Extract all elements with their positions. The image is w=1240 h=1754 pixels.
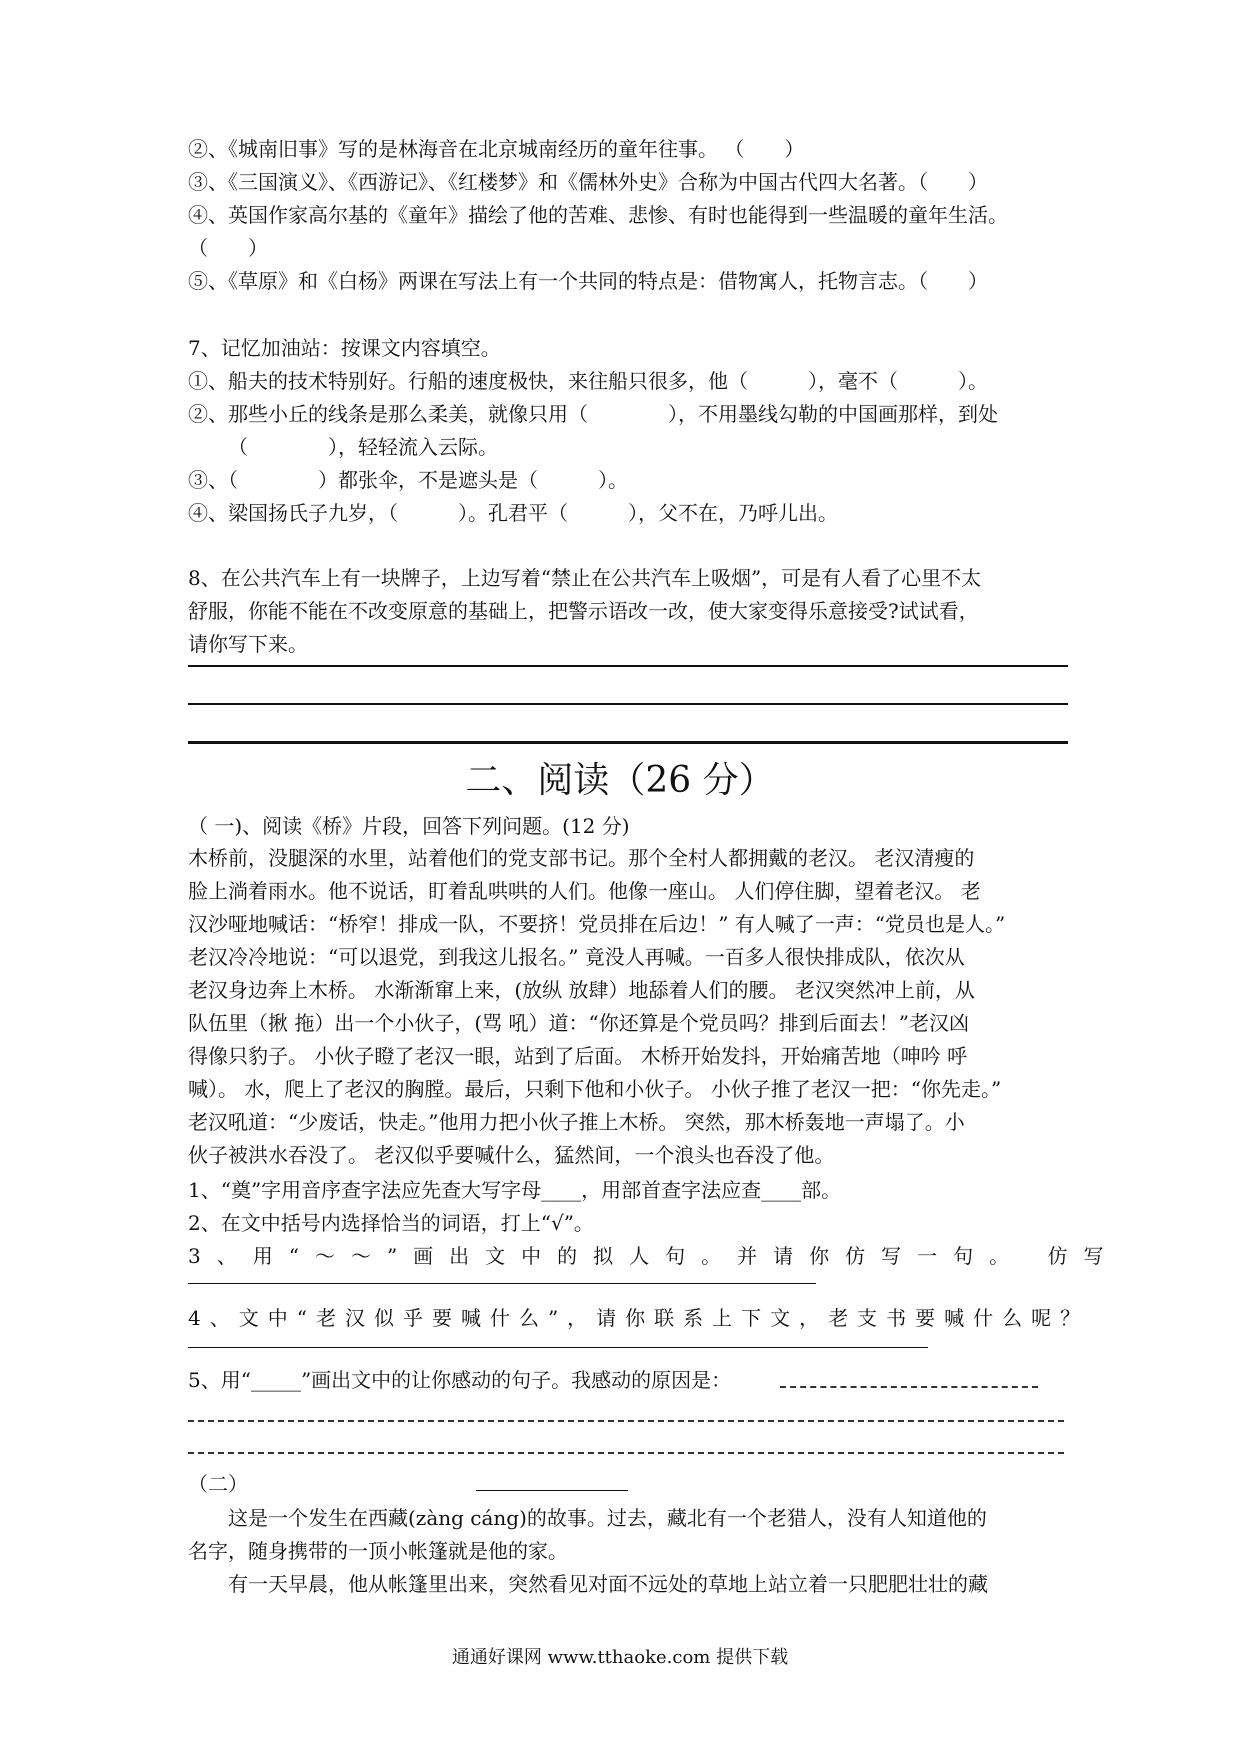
reading-q2: 2、在文中括号内选择恰当的词语，打上“√”。 [188, 1211, 594, 1235]
passage-line: 得像只豹子。 小伙子瞪了老汉一眼，站到了后面。 木桥开始发抖，开始痛苦地（呻吟 呼 [188, 1044, 968, 1068]
q3-answer-line [188, 1283, 816, 1284]
q8-line-2: 舒服，你能不能在不改变原意的基础上，把警示语改一改，使大家变得乐意接受?试试看， [188, 599, 979, 623]
q7-item-3: ③、（ ）都张伞，不是遮头是（ ）。 [188, 468, 628, 492]
answer-line-1 [188, 665, 1068, 667]
reading-q4: 4、文中“老汉似乎要喊什么”，请你联系上下文，老支书要喊什么呢？ [188, 1306, 1090, 1330]
part-two-line-1: 这是一个发生在西藏(zàng cáng)的故事。过去，藏北有一个老猎人，没有人知道他的 [188, 1506, 987, 1530]
passage-line: 脸上淌着雨水。他不说话，盯着乱哄哄的人们。他像一座山。 人们停住脚，望着老汉。 老 [188, 879, 981, 903]
passage-line: 老汉身边奔上木桥。 水渐渐窜上来，(放纵 放肆）地舔着人们的腰。 老汉突然冲上前，从 [188, 978, 975, 1002]
q6-item-2: ②、《城南旧事》写的是林海音在北京城南经历的童年往事。 （ ） [188, 137, 805, 161]
q6-item-3: ③、《三国演义》、《西游记》、《红楼梦》和《儒林外史》合称为中国古代四大名著。（ ） [188, 170, 988, 194]
q8-line-1: 8、在公共汽车上有一块牌子，上边写着“禁止在公共汽车上吸烟”，可是有人看了心里不太 [188, 566, 982, 590]
part-two-line-2: 名字，随身携带的一顶小帐篷就是他的家。 [188, 1539, 568, 1563]
passage-line: 木桥前，没腿深的水里，站着他们的党支部书记。那个全村人都拥戴的老汉。 老汉清瘦的 [188, 846, 975, 870]
passage-line: 老汉冷冷地说：“可以退党，到我这儿报名。” 竟没人再喊。一百多人很快排成队，依次从 [188, 945, 965, 969]
answer-line-2 [188, 703, 1068, 705]
part-two-line-3: 有一天早晨，他从帐篷里出来，突然看见对面不远处的草地上站立着一只肥肥壮壮的藏 [188, 1572, 988, 1596]
section-divider [188, 741, 1068, 744]
passage-line: 队伍里（揪 拖）出一个小伙子，(骂 吼）道：“你还算是个党员吗？排到后面去！”老汉凶 [188, 1011, 969, 1035]
q7-heading: 7、记忆加油站：按课文内容填空。 [188, 336, 501, 360]
q6-item-4-blank: （ ） [188, 236, 268, 260]
part-two-heading: （二） [188, 1472, 248, 1496]
reading-q3: 3、用“～～”画出文中的拟人句。并请你仿写一句。 仿写 [188, 1244, 1120, 1268]
reading-q5: 5、用“_____”画出文中的让你感动的句子。我感动的原因是： [188, 1368, 732, 1392]
part-two-title-blank [476, 1490, 628, 1491]
q6-item-5: ⑤、《草原》和《白杨》两课在写法上有一个共同的特点是：借物寓人，托物言志。（ ） [188, 269, 988, 293]
passage-line: 喊）。 水，爬上了老汉的胸膛。最后，只剩下他和小伙子。 小伙子推了老汉一把：“你先走。” [188, 1077, 1002, 1101]
passage-line: 伙子被洪水吞没了。 老汉似乎要喊什么，猛然间，一个浪头也吞没了他。 [188, 1143, 835, 1167]
q5-dash-line [188, 1452, 1064, 1454]
q5-dash-line [188, 1420, 1064, 1422]
passage-line: 汉沙哑地喊话：“桥窄！排成一队，不要挤！党员排在后边！” 有人喊了一声：“党员也是人。” [188, 912, 1006, 936]
q7-item-4: ④、梁国扬氏子九岁，（ ）。孔君平（ ），父不在，乃呼儿出。 [188, 501, 838, 525]
q4-answer-line [188, 1347, 928, 1348]
reading-q1: 1、“奠”字用音序查字法应先查大写字母____，用部首查字法应查____部。 [188, 1178, 842, 1202]
q5-dash-line [780, 1386, 1038, 1388]
q7-item-2-cont: （ ），轻轻流入云际。 [228, 435, 498, 459]
q6-item-4: ④、英国作家高尔基的《童年》描绘了他的苦难、悲惨、有时也能得到一些温暖的童年生活。 [188, 203, 1008, 227]
page-footer: 通通好课网 www.tthaoke.com 提供下载 [451, 1647, 789, 1668]
q8-line-3: 请你写下来。 [188, 632, 308, 656]
q7-item-1: ①、船夫的技术特别好。行船的速度极快，来往船只很多，他（ ），毫不（ ）。 [188, 369, 988, 393]
passage-line: 老汉吼道：“少废话，快走。”他用力把小伙子推上木桥。 突然，那木桥轰地一声塌了。小 [188, 1110, 965, 1134]
q7-item-2: ②、那些小丘的线条是那么柔美，就像只用（ ），不用墨线勾勒的中国画那样，到处 [188, 402, 998, 426]
section-title: 二、阅读（26 分） [465, 760, 775, 801]
part-one-heading: （ 一)、阅读《桥》片段，回答下列问题。(12 分) [188, 814, 630, 838]
